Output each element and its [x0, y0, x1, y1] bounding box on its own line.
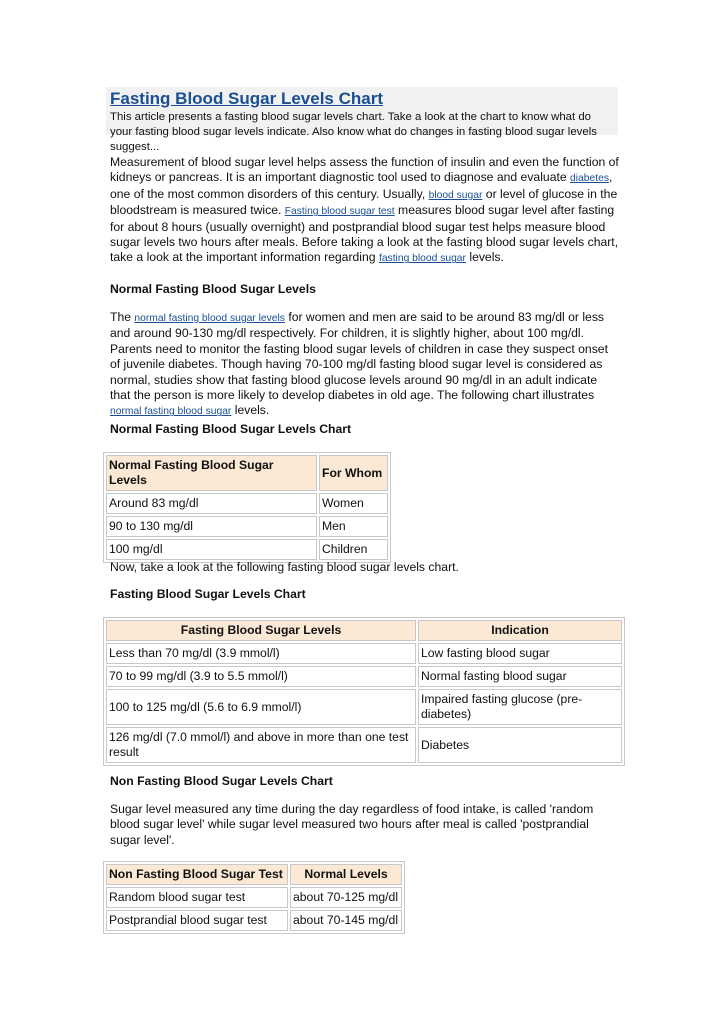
table-header-cell: For Whom [319, 455, 388, 491]
intro-paragraph [110, 155, 620, 267]
text: levels. [231, 403, 270, 418]
non-fasting-levels-table [103, 861, 405, 934]
article-intro: This article presents a fasting blood sugar levels chart. Take a look at the chart to know what do your fasting blood sugar levels indicate. Also know what do changes in fasting blood sugar levels suggest... [110, 111, 597, 153]
table-row [106, 910, 402, 931]
fasting-blood-sugar-test-link[interactable]: Fasting blood sugar test [284, 206, 395, 218]
normal-levels-paragraph [110, 310, 620, 420]
fasting-levels-table [103, 617, 625, 766]
table-cell: Impaired fasting glucose (pre-diabetes) [418, 689, 622, 725]
table-row [106, 887, 402, 908]
diabetes-link[interactable]: diabetes [570, 173, 609, 185]
table-cell: 100 to 125 mg/dl (5.6 to 6.9 mmol/l) [106, 689, 416, 725]
section-heading: Fasting Blood Sugar Levels Chart [110, 587, 306, 601]
table-row [106, 689, 622, 725]
section-heading: Normal Fasting Blood Sugar Levels [110, 282, 316, 296]
table-row [106, 539, 388, 560]
table-header-cell: Fasting Blood Sugar Levels [106, 620, 416, 641]
table-cell: 126 mg/dl (7.0 mmol/l) and above in more than one test result [106, 727, 416, 763]
text: measures blood sugar level after fasting for about 8 hours (usually overnight) and postprandial blood sugar test helps measure blood sugar levels two hours after meals. Before taking a look at the fasting blood sugar levels chart, take a look at the important information regarding [110, 203, 619, 265]
text: , one of the most common disorders of this century. Usually, [110, 170, 613, 201]
table-header-row [106, 455, 388, 491]
table-cell: Around 83 mg/dl [106, 493, 317, 514]
text: for women and men are said to be around 83 mg/dl or less and around 90-130 mg/dl respectively. For children, it is slightly higher, about 100 mg/dl. Parents need to monitor the fasting blood sugar levels of children in case they suspect onset of juvenile diabetes. Though having 70-100 mg/dl fasting blood sugar level is considered as normal, studies show that fasting blood glucose levels around 90 mg/dl in an adult indicate that the person is more likely to develop diabetes in old age. The following chart illustrates [110, 310, 608, 403]
table-header-cell: Normal Fasting Blood Sugar Levels [106, 455, 317, 491]
table-header-row [106, 864, 402, 885]
table-cell: 90 to 130 mg/dl [106, 516, 317, 537]
table-header-cell: Normal Levels [290, 864, 402, 885]
text: Measurement of blood sugar level helps assess the function of insulin and even the function of kidneys or pancreas. It is an important diagnostic tool used to diagnose and evaluate [110, 155, 619, 185]
table-row [106, 643, 622, 664]
normal-levels-table [103, 452, 391, 563]
table-cell: Women [319, 493, 388, 514]
table-cell: Men [319, 516, 388, 537]
section-heading: Normal Fasting Blood Sugar Levels Chart [110, 422, 352, 436]
table-header-cell: Non Fasting Blood Sugar Test [106, 864, 288, 885]
table-row [106, 727, 622, 763]
table-cell: Normal fasting blood sugar [418, 666, 622, 687]
table-row [106, 666, 622, 687]
text: or level of glucose in the bloodstream is measured twice. [110, 186, 618, 218]
fasting-blood-sugar-link[interactable]: fasting blood sugar [378, 253, 466, 265]
blood-sugar-link[interactable]: blood sugar [428, 189, 483, 201]
table-row [106, 516, 388, 537]
chart-intro-paragraph: Now, take a look at the following fasting blood sugar levels chart. [110, 560, 459, 574]
table-cell: 100 mg/dl [106, 539, 317, 560]
table-header-row [106, 620, 622, 641]
table-cell: about 70-125 mg/dl [290, 887, 402, 908]
text: The [110, 310, 135, 324]
table-cell: Children [319, 539, 388, 560]
table-cell: 70 to 99 mg/dl (3.9 to 5.5 mmol/l) [106, 666, 416, 687]
table-cell: Less than 70 mg/dl (3.9 mmol/l) [106, 643, 416, 664]
normal-fasting-blood-sugar-levels-link[interactable]: normal fasting blood sugar levels [134, 313, 285, 324]
normal-fasting-blood-sugar-link[interactable]: normal fasting blood sugar [110, 406, 232, 418]
table-header-cell: Indication [418, 620, 622, 641]
table-cell: Postprandial blood sugar test [106, 910, 288, 931]
table-row [106, 493, 388, 514]
non-fasting-paragraph: Sugar level measured any time during the day regardless of food intake, is called 'random blood sugar level' while sugar level measured two hours after meal is called 'postprandial sugar level'. [110, 802, 594, 847]
table-cell: about 70-145 mg/dl [290, 910, 402, 931]
text: levels. [465, 250, 504, 265]
table-cell: Low fasting blood sugar [418, 643, 622, 664]
article-title[interactable]: Fasting Blood Sugar Levels Chart [110, 89, 383, 108]
table-cell: Diabetes [418, 727, 622, 763]
section-heading: Non Fasting Blood Sugar Levels Chart [110, 774, 333, 788]
table-cell: Random blood sugar test [106, 887, 288, 908]
